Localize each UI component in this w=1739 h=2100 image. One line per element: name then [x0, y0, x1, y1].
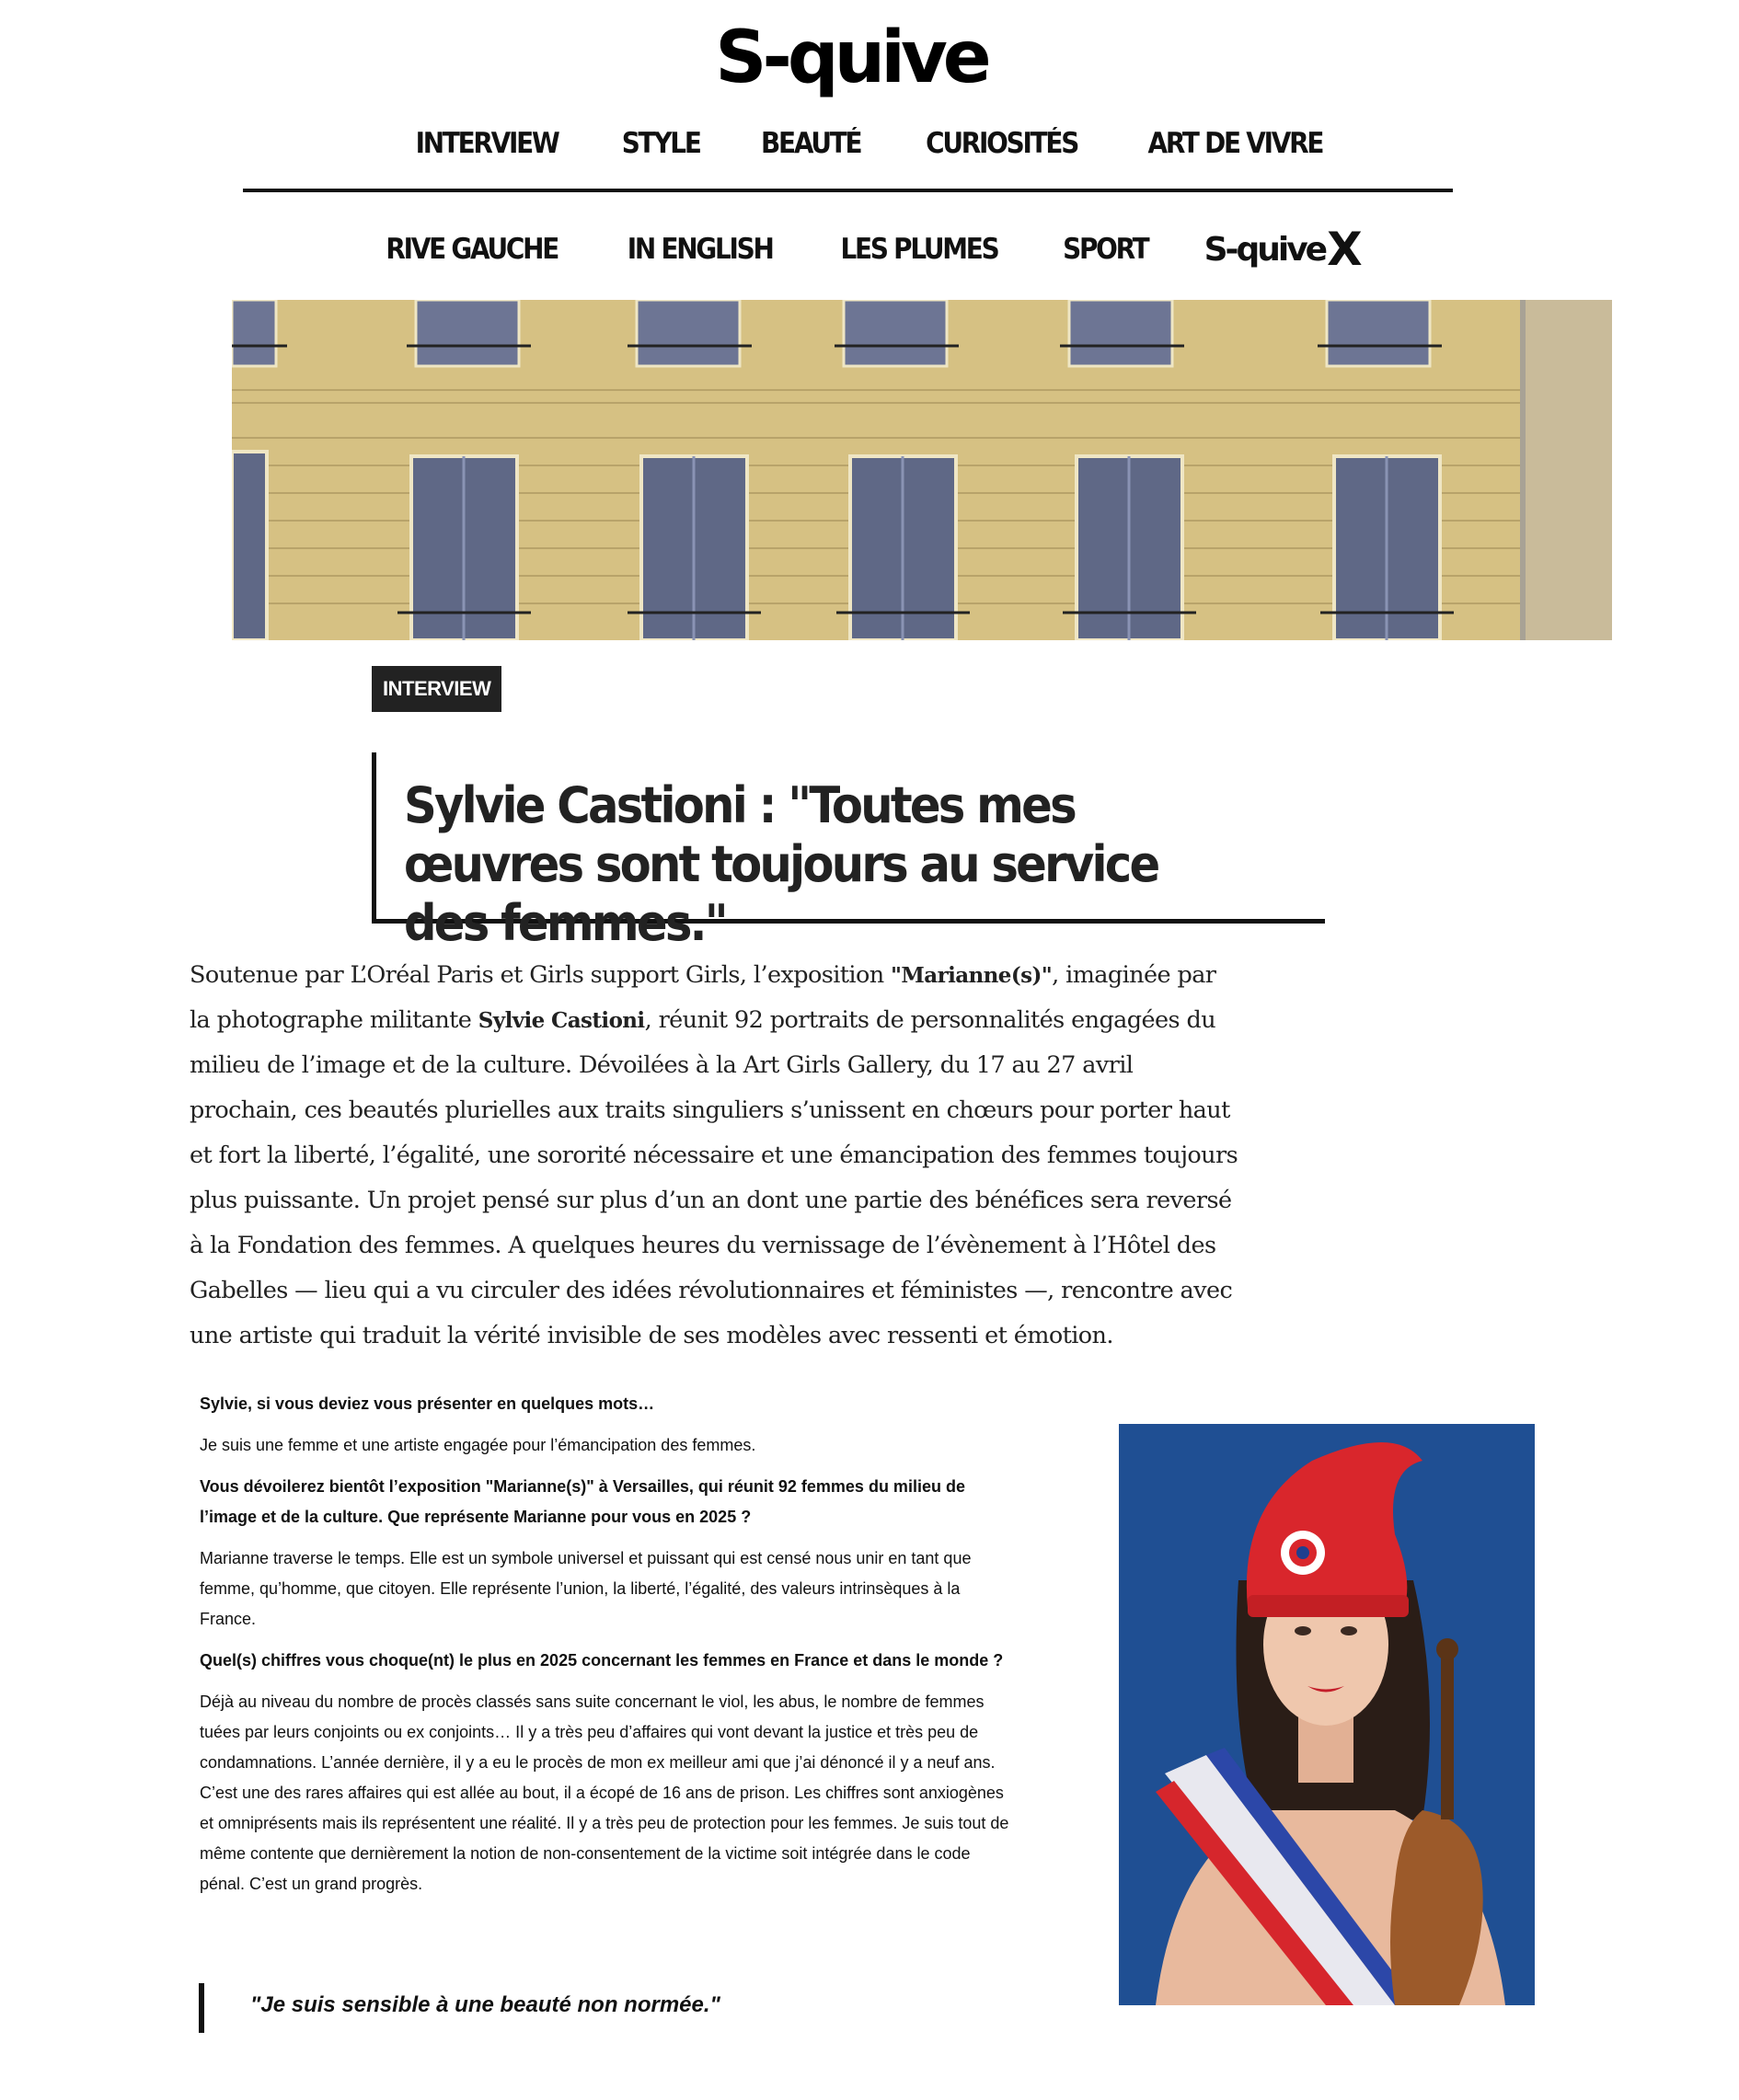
intro-bold-name: Sylvie Castioni [478, 1008, 645, 1033]
question-3: Quel(s) chiffres vous choque(nt) le plus en 2025 concernant les femmes en France et dans le monde ? [200, 1651, 1004, 1670]
question-1: Sylvie, si vous deviez vous présenter en quelques mots… [200, 1394, 655, 1413]
site-logo[interactable] [699, 17, 1003, 99]
nav-item-rive-gauche[interactable]: RIVE GAUCHE [386, 233, 559, 266]
nav-item-sport[interactable]: SPORT [1063, 233, 1148, 266]
pull-quote: "Je suis sensible à une beauté non normée." [250, 1992, 720, 2017]
answer-1: Je suis une femme et une artiste engagée pour l’émancipation des femmes. [200, 1436, 756, 1454]
site-logo-text: S-quive [715, 17, 987, 99]
nav-item-les-plumes[interactable]: LES PLUMES [840, 233, 998, 266]
primary-nav [0, 127, 1739, 160]
intro-text-1: Soutenue par L’Oréal Paris et Girls support Girls, l’exposition [190, 961, 892, 989]
nav-item-interview[interactable]: INTERVIEW [415, 127, 559, 160]
intro-text-3: , réunit 92 portraits de personnalités engagées du milieu de l’image et de la culture. Dévoilées à la Art Girls Gallery, du 17 au 27 avril prochain, ces beautés plurielles aux traits singuliers s’unissent en chœurs pour porter haut et fort la liberté, l’égalité, une sororité nécessaire et une émancipation des femmes toujours plus puissante. Un projet pensé sur plus d’un an dont une partie des bénéfices sera reversé à la Fondation des femmes. A quelques heures du vernissage de l’évènement à l’Hôtel des Gabelles — lieu qui a vu circuler des idées révolutionnaires et féministes —, rencontre avec une artiste qui traduit la vérité invisible de ses modèles avec ressenti et émotion. [190, 1006, 1238, 1349]
interview-qa [200, 1389, 1009, 1911]
nav-item-curiosites[interactable]: CURIOSITÉS [926, 127, 1078, 160]
portrait-illustration [1119, 1424, 1535, 2005]
answer-3: Déjà au niveau du nombre de procès classés sans suite concernant le viol, les abus, le nombre de femmes tuées par leurs conjoints ou ex conjoints… Il y a très peu d’affaires qui vont devant la justice et très peu de condamnations. L’année dernière, il y a eu le procès de mon ex meilleur ami que j’ai dénoncé il y a neuf ans. C’est une des rares affaires qui est allée au bout, il a écopé de 16 ans de prison. Les chiffres sont anxiogènes et omniprésents mais ils représentent une réalité. Il y a très peu de protection pour les femmes. Je suis tout de même contente que dernièrement la notion de non-consentement de la victime soit intégrée dans le code pénal. C’est un grand progrès. [200, 1693, 1009, 1893]
answer-2: Marianne traverse le temps. Elle est un symbole universel et puissant qui est censé nous unir en tant que femme, qu’homme, que citoyen. Elle représente l’union, la liberté, l’égalité, des valeurs intrinsèques à la France. [200, 1549, 972, 1628]
article-title: Sylvie Castioni : "Toutes mes œuvres sont toujours au service des femmes." [404, 776, 1158, 952]
article-intro [190, 953, 1238, 1359]
category-tag[interactable]: INTERVIEW [372, 666, 501, 712]
nav-item-art-de-vivre[interactable]: ART DE VIVRE [1147, 127, 1322, 160]
nav-item-squive-x[interactable] [1203, 223, 1363, 276]
nav-divider [243, 189, 1453, 192]
intro-bold-exposition: "Marianne(s)" [891, 963, 1053, 988]
title-frame [372, 752, 1325, 952]
secondary-nav [0, 223, 1739, 276]
squive-x-mark: X [1327, 223, 1363, 276]
facade-illustration [232, 300, 1612, 640]
intro-text-2: , imaginée par la photographe militante [190, 961, 1216, 1034]
portrait-image [1119, 1424, 1535, 2005]
question-2: Vous dévoilerez bientôt l’exposition "Marianne(s)" à Versailles, qui réunit 92 femmes du milieu de l’image et de la culture. Que représente Marianne pour vous en 2025 ? [200, 1477, 965, 1526]
nav-item-style[interactable]: STYLE [621, 127, 700, 160]
nav-item-in-english[interactable]: IN ENGLISH [627, 233, 773, 266]
nav-item-beaute[interactable]: BEAUTÉ [761, 127, 861, 160]
hero-image [232, 300, 1612, 640]
pull-quote-bar [199, 1983, 204, 2033]
squive-x-text: S-quive [1203, 230, 1326, 269]
